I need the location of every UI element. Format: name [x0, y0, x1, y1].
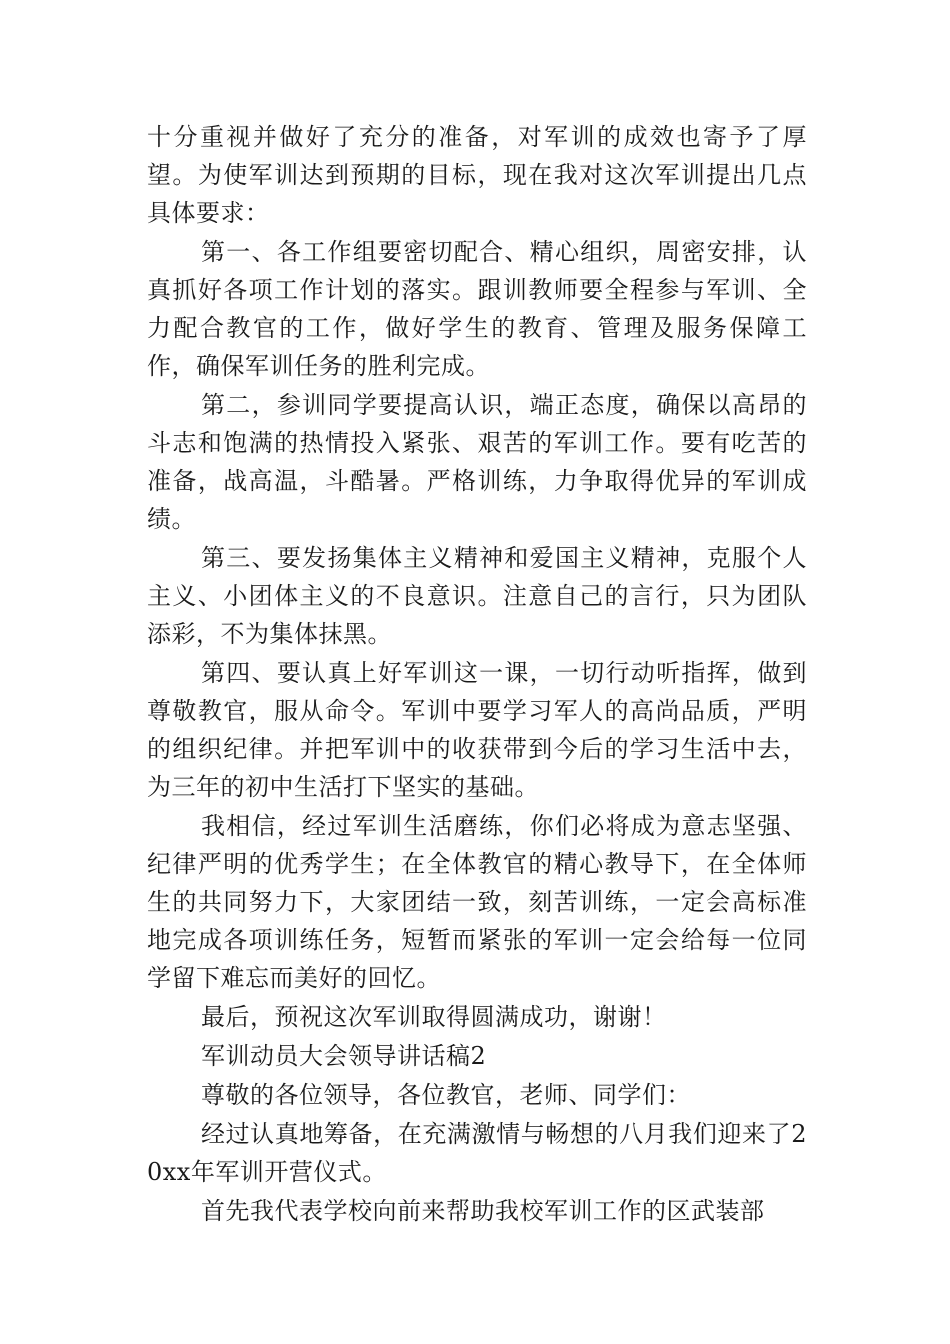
paragraph-closing: 最后，预祝这次军训取得圆满成功，谢谢！ — [201, 1003, 667, 1031]
document-body — [147, 118, 807, 1231]
paragraph-requirement-2: 第二，参训同学要提高认识，端正态度，确保以高昂的斗志和饱满的热情投入紧张、艰苦的军训工作。要有吃苦的准备，战高温，斗酷暑。严格训练，力争取得优异的军训成绩。 — [147, 391, 807, 533]
paragraph-requirement-4: 第四、要认真上好军训这一课，一切行动听指挥，做到尊敬教官，服从命令。军训中要学习军人的高尚品质，严明的组织纪律。并把军训中的收获带到今后的学习生活中去，为三年的初中生活打下坚实的基础。 — [147, 659, 807, 801]
paragraph-salutation: 尊敬的各位领导，各位教官，老师、同学们： — [201, 1081, 691, 1109]
paragraph-continuation: 十分重视并做好了充分的准备，对军训的成效也寄予了厚望。为使军训达到预期的目标，现在我对这次军训提出几点具体要求： — [147, 123, 807, 227]
paragraph-confidence: 我相信，经过军训生活磨练，你们必将成为意志坚强、纪律严明的优秀学生；在全体教官的精心教导下，在全体师生的共同努力下，大家团结一致，刻苦训练，一定会高标准地完成各项训练任务，短暂而紧张的军训一定会给每一位同学留下难忘而美好的回忆。 — [147, 812, 807, 992]
paragraph-opening: 经过认真地筹备，在充满激情与畅想的八月我们迎来了20xx年军训开营仪式。 — [147, 1120, 807, 1186]
paragraph-thanks: 首先我代表学校向前来帮助我校军训工作的区武装部 — [201, 1197, 765, 1225]
paragraph-requirement-1: 第一、各工作组要密切配合、精心组织，周密安排，认真抓好各项工作计划的落实。跟训教师要全程参与军训、全力配合教官的工作，做好学生的教育、管理及服务保障工作，确保军训任务的胜利完成。 — [147, 238, 807, 380]
section-title: 军训动员大会领导讲话稿2 — [201, 1042, 487, 1070]
paragraph-requirement-3: 第三、要发扬集体主义精神和爱国主义精神，克服个人主义、小团体主义的不良意识。注意自己的言行，只为团队添彩，不为集体抹黑。 — [147, 544, 807, 648]
